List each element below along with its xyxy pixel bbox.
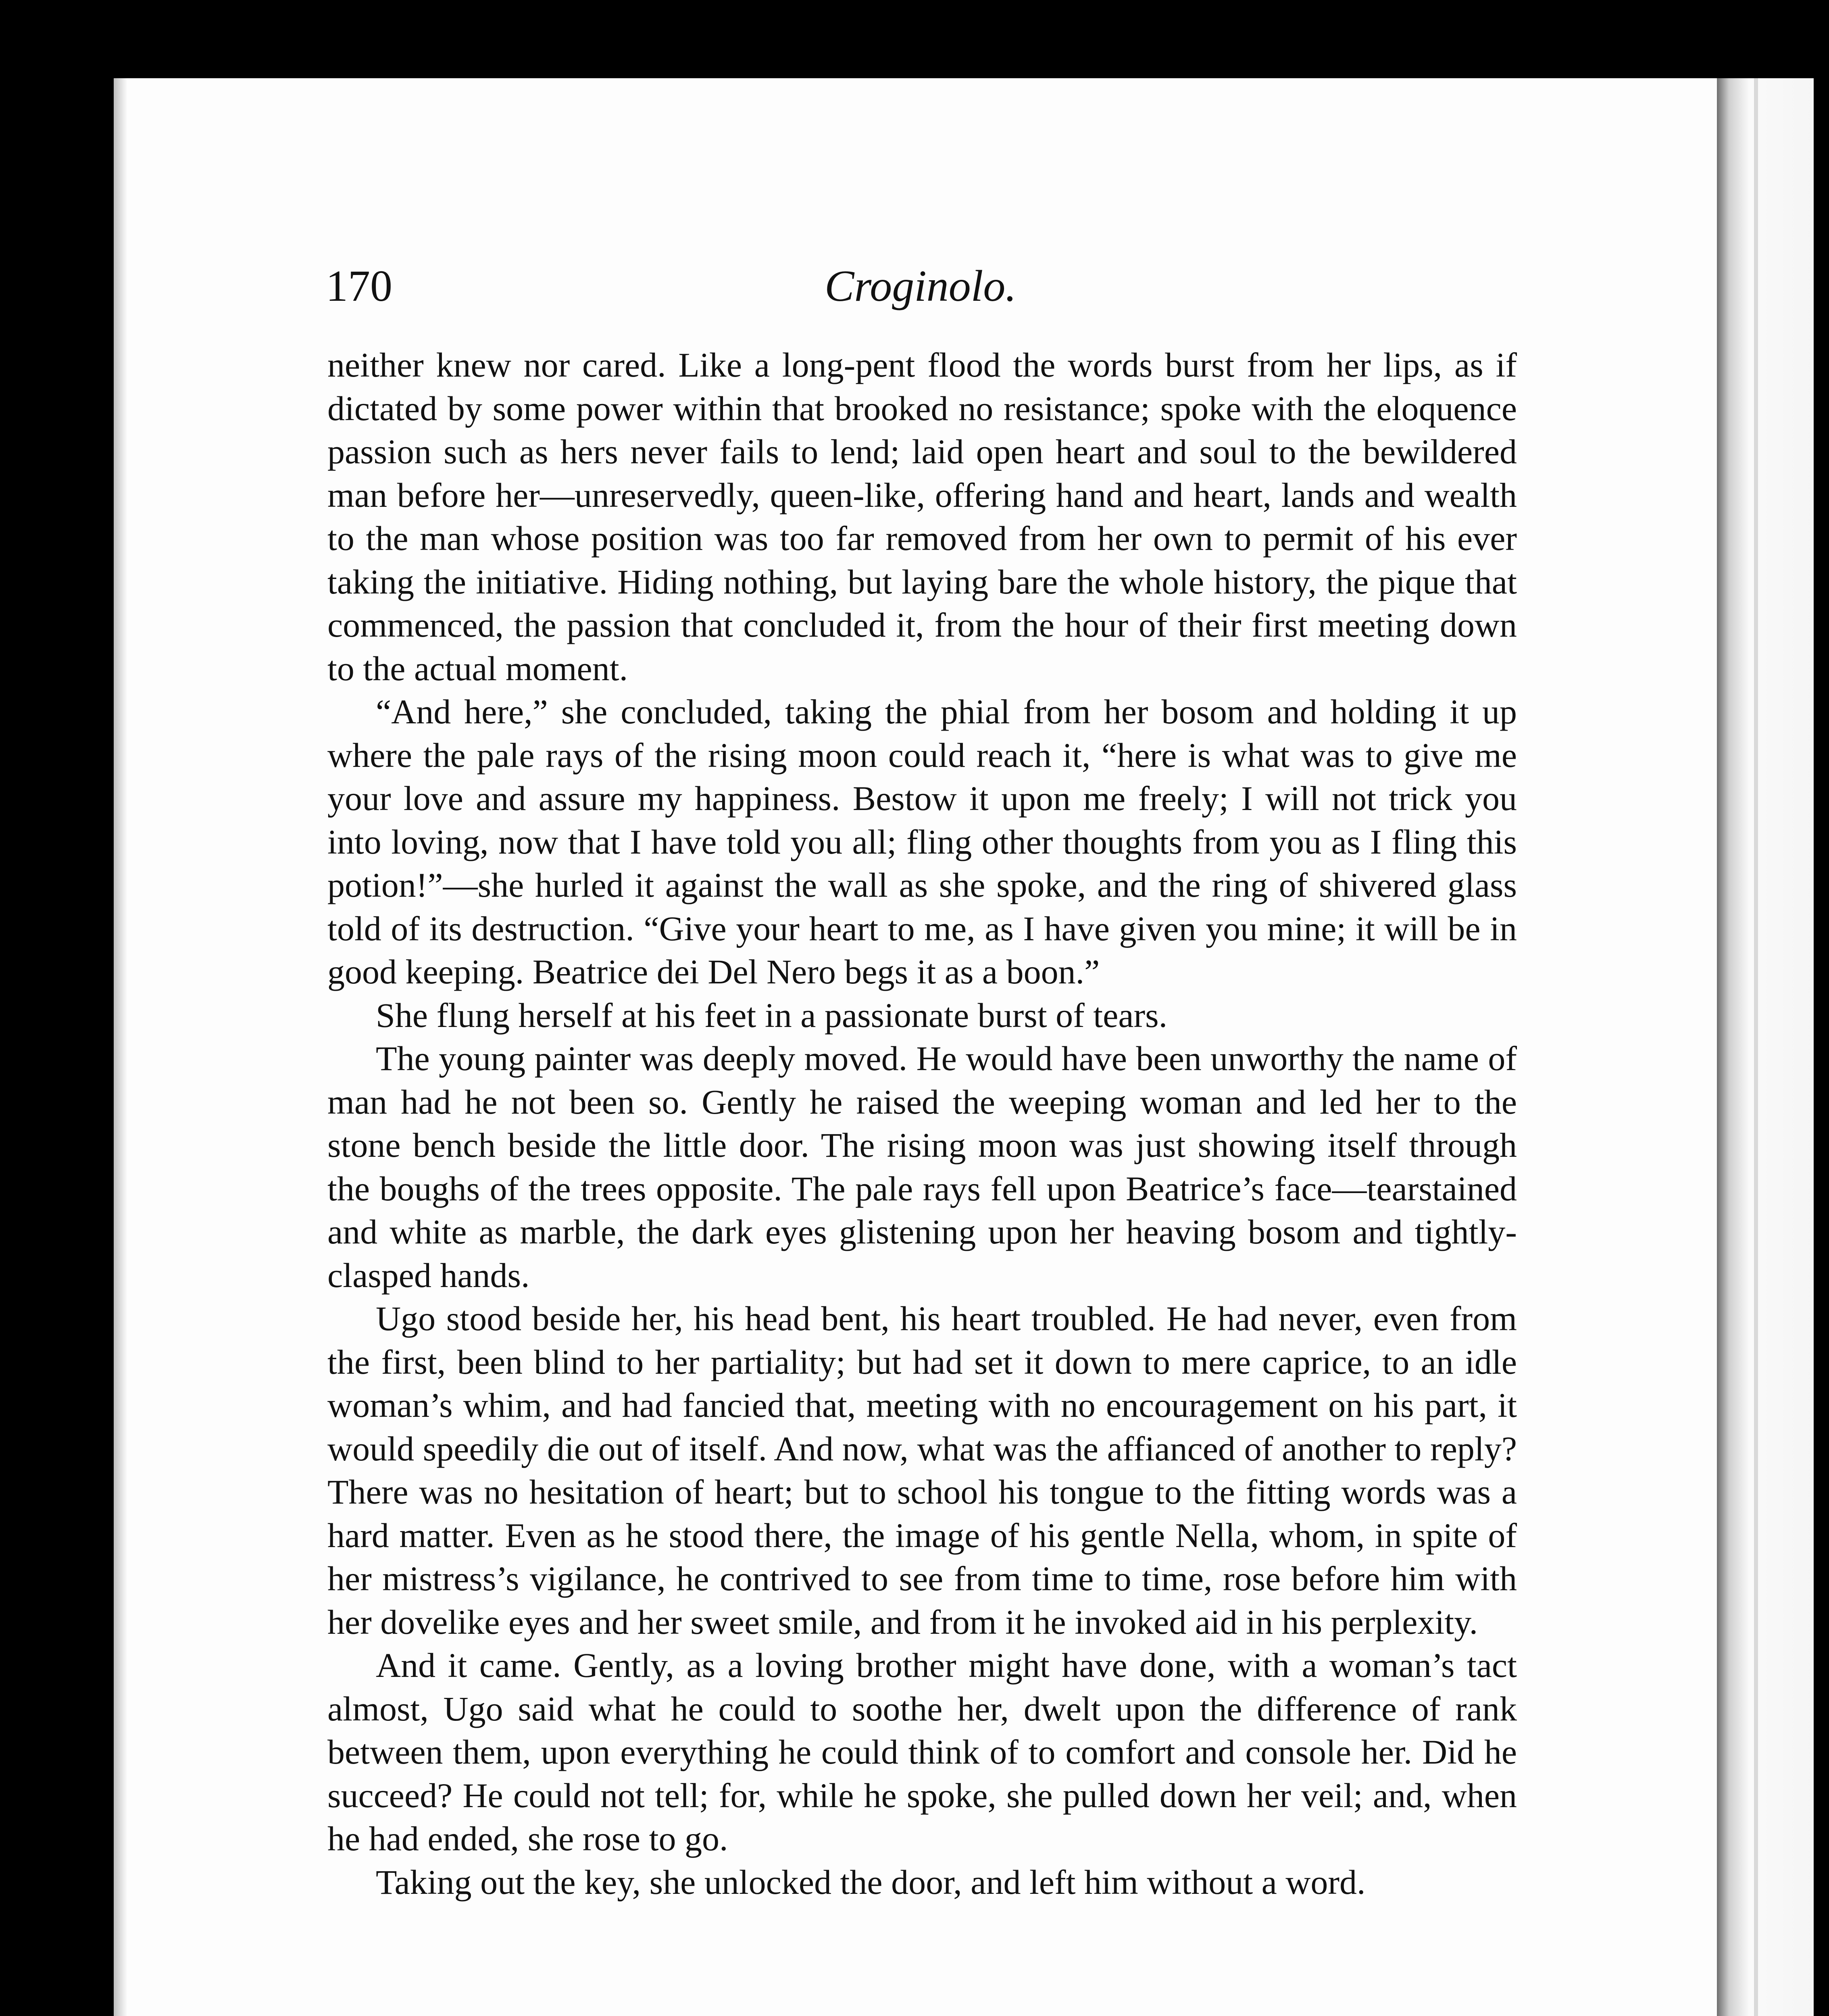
paragraph: The young painter was deeply moved. He would have been unworthy the name of man had he not been so. Gently he raised the weeping woman and led her to the stone bench beside the little door. The rising moon was just showing itself through the boughs of the trees opposite. The pale rays fell upon Beatrice’s face—tearstained and white as marble, the dark eyes glistening upon her heaving bosom and tightly-clasped hands. bbox=[327, 1039, 1517, 1295]
running-title: Croginolo. bbox=[825, 261, 1017, 310]
paragraph: Taking out the key, she unlocked the door, and left him without a word. bbox=[376, 1862, 1366, 1901]
page-gutter-shadow bbox=[114, 78, 127, 2016]
running-head bbox=[326, 256, 1515, 316]
paragraph: She flung herself at his feet in a passionate burst of tears. bbox=[376, 996, 1168, 1035]
paragraph: “And here,” she concluded, taking the phial from her bosom and holding it up where the pale rays of the rising moon could reach it, “here is what was to give me your love and assure my happiness. Bestow it upon me freely; I will not trick you into loving, now that I have told you all; fling other thoughts from you as I fling this potion!”—she hurled it against the wall as she spoke, and the ring of shivered glass told of its destruction. “Give your heart to me, as I have given you mine; it will be in good keeping. Beatrice dei Del Nero begs it as a boon.” bbox=[327, 692, 1517, 991]
page-number: 170 bbox=[326, 261, 392, 310]
facing-page-edge bbox=[1717, 78, 1814, 2016]
facing-page-rule bbox=[1754, 78, 1758, 2016]
paragraph: And it came. Gently, as a loving brother might have done, with a woman’s tact almost, Ugo said what he could to soothe her, dwelt upon the difference of rank between them, upon everything he could think of to comfort and console her. Did he succeed? He could not tell; for, while he spoke, she pulled down her veil; and, when he had ended, she rose to go. bbox=[327, 1646, 1517, 1858]
paragraph: Ugo stood beside her, his head bent, his heart troubled. He had never, even from the first, been blind to her partiality; but had set it down to mere caprice, to an idle woman’s whim, and had fancied that, meeting with no encouragement on his part, it would speedily die out of itself. And now, what was the affianced of another to reply? There was no hesitation of heart; but to school his tongue to the fitting words was a hard matter. Even as he stood there, the image of his gentle Nella, whom, in spite of her mistress’s vigilance, he contrived to see from time to time, rose before him with her dovelike eyes and her sweet smile, and from it he invoked aid in his perplexity. bbox=[327, 1299, 1517, 1641]
paragraph: neither knew nor cared. Like a long-pent flood the words burst from her lips, as if dictated by some power within that brooked no resistance; spoke with the eloquence passion such as hers never fails to lend; laid open heart and soul to the bewildered man before her—unreservedly, queen-like, offering hand and heart, lands and wealth to the man whose position was too far removed from her own to permit of his ever taking the initiative. Hiding nothing, but laying bare the whole history, the pique that commenced, the passion that concluded it, from the hour of their first meeting down to the actual moment. bbox=[327, 346, 1517, 688]
body-text bbox=[327, 344, 1517, 1904]
